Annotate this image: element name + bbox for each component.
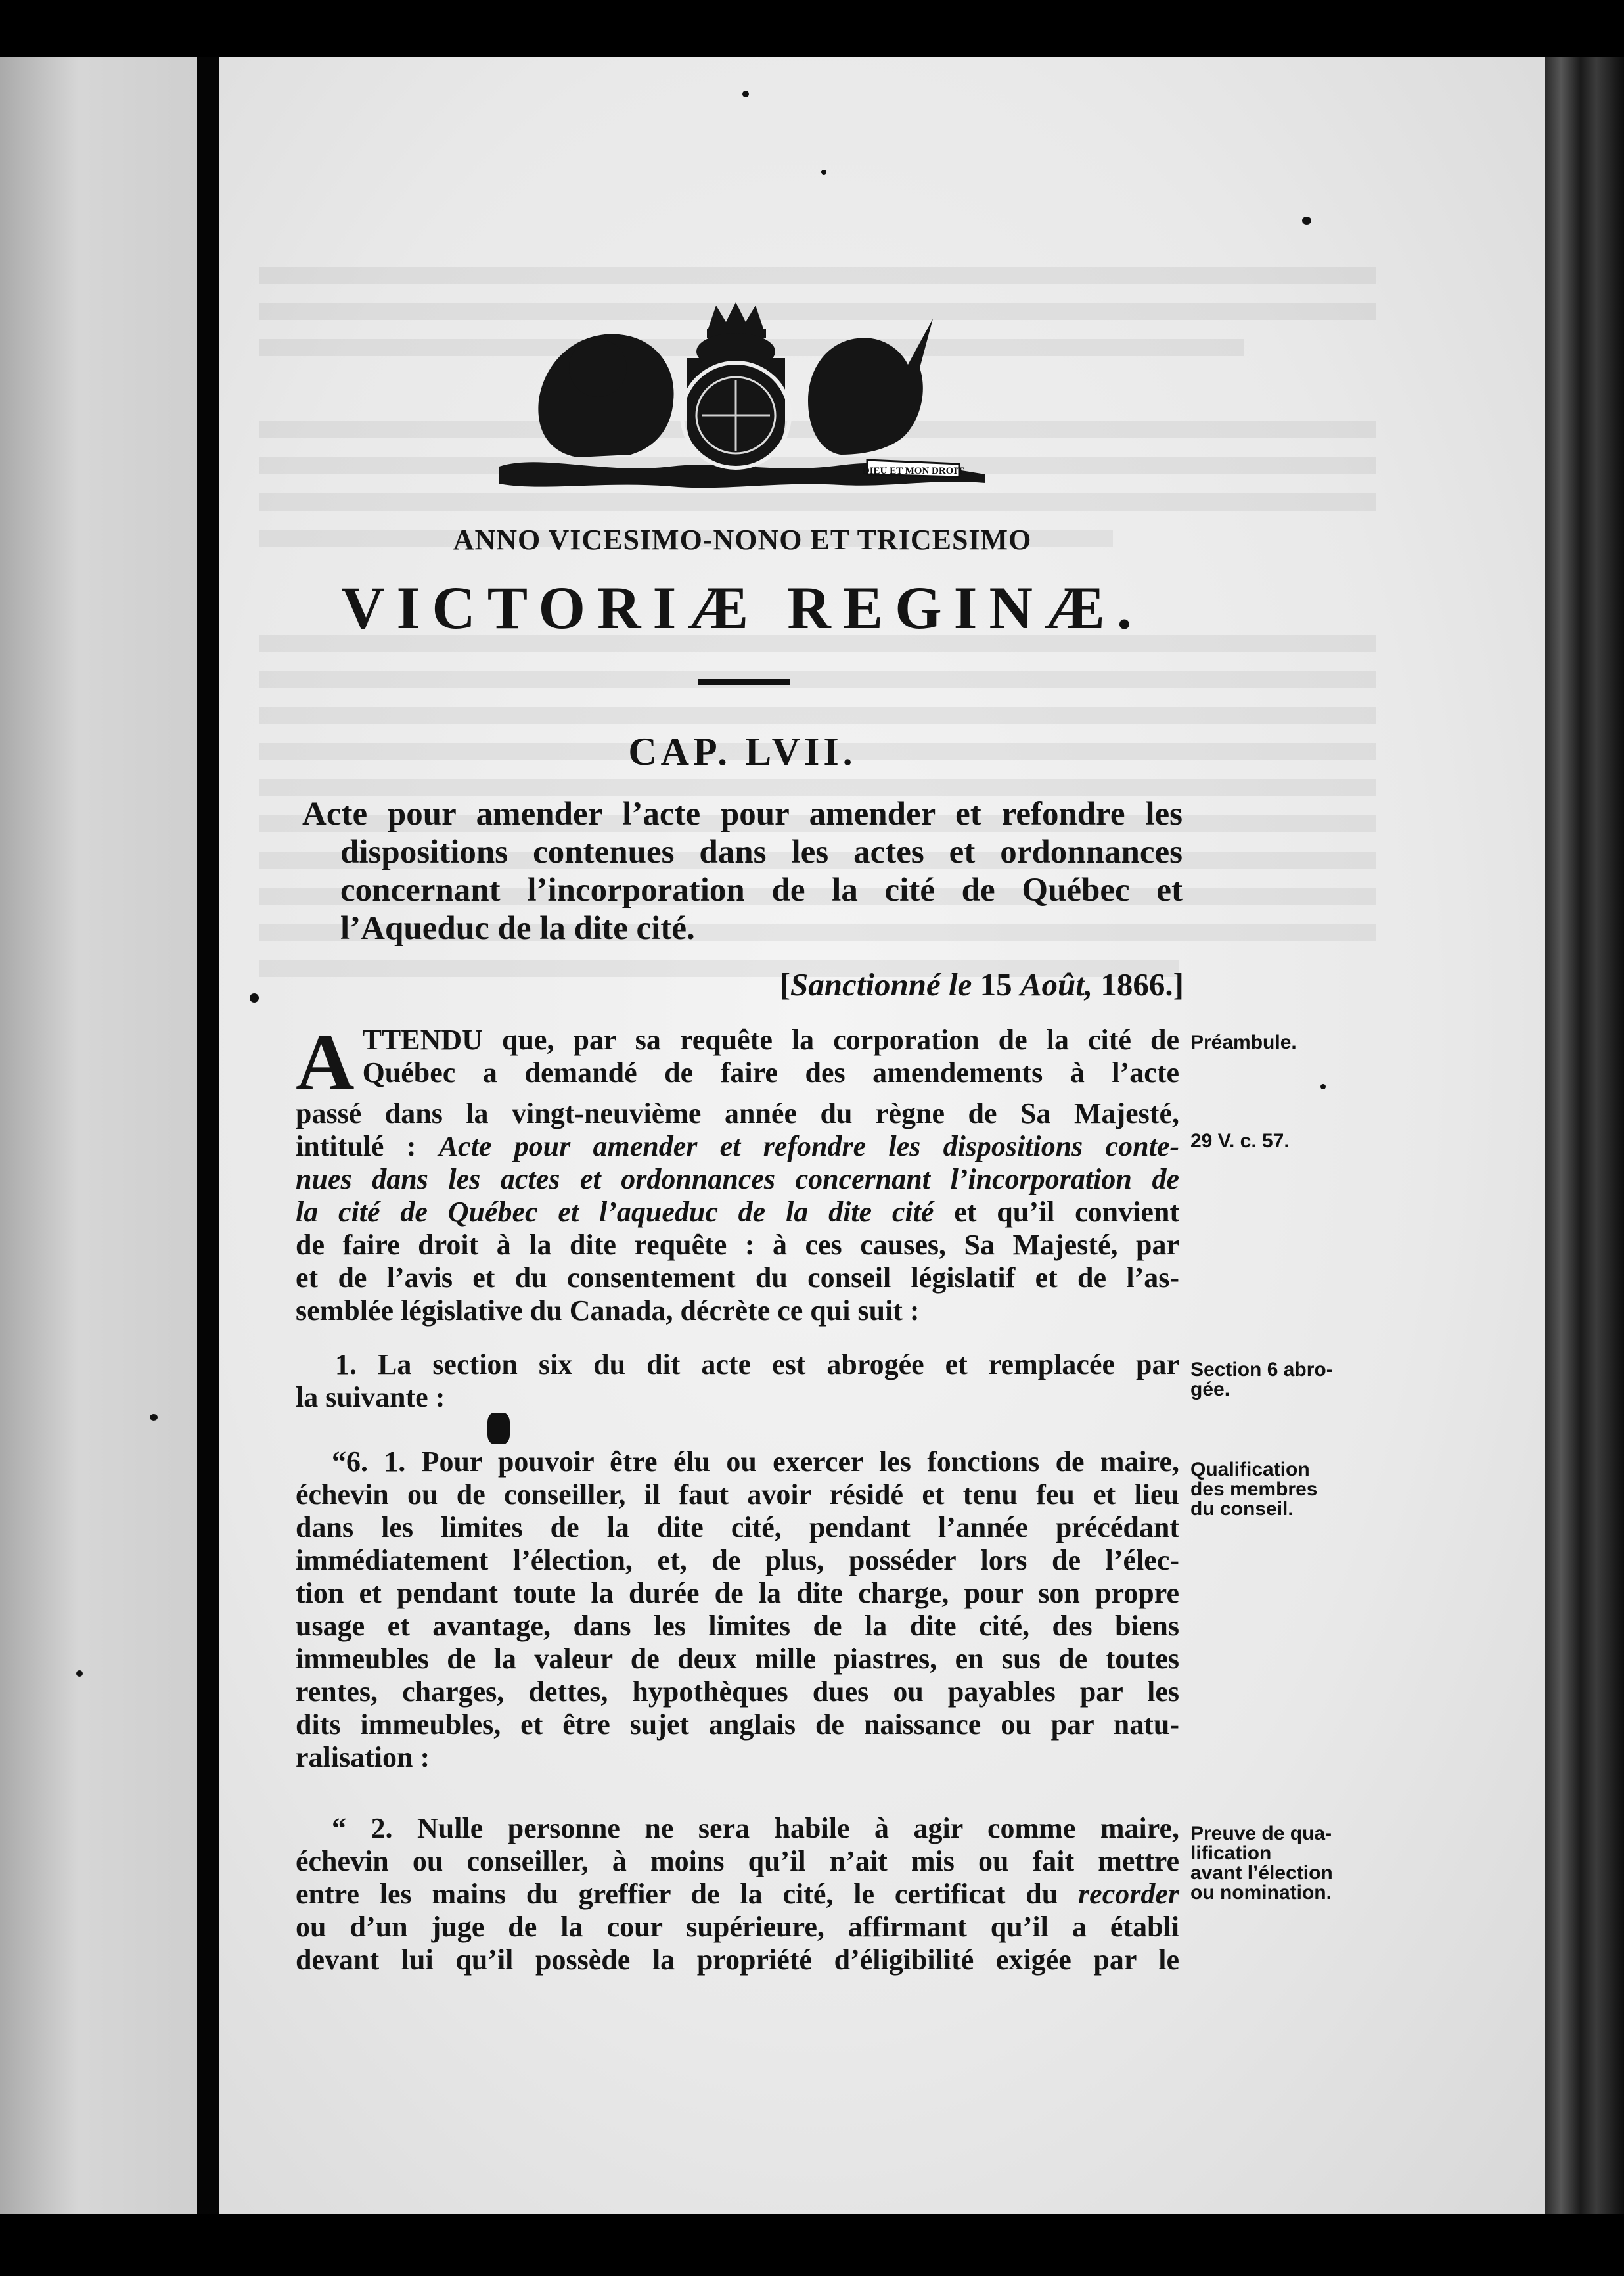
scan-bottom-border bbox=[0, 2214, 1624, 2276]
section-6-1-paragraph bbox=[296, 1478, 1179, 1774]
margin-note-line: Preuve de qua- bbox=[1190, 1823, 1332, 1844]
section-line: 1. La section six du dit acte est abrogée et remplacée par bbox=[335, 1348, 1179, 1380]
section-line bbox=[296, 1878, 1179, 1911]
preamble-line: TTENDU que, par sa requête la corporation de la cité de bbox=[362, 1024, 1179, 1056]
margin-note-line: Section 6 abro- bbox=[1190, 1359, 1333, 1380]
margin-note-line: des membres bbox=[1190, 1478, 1318, 1500]
preamble-text: et qu’il convient bbox=[954, 1196, 1180, 1228]
preamble-line bbox=[296, 1130, 1179, 1163]
margin-note-proof bbox=[1190, 1824, 1355, 1903]
ink-blot bbox=[487, 1413, 510, 1444]
sanction-day: 15 bbox=[972, 967, 1020, 1003]
title-rule bbox=[698, 679, 790, 685]
section-line: immeubles de la valeur de deux mille piastres, en sus de toutes bbox=[296, 1643, 1179, 1675]
section-line: la suivante : bbox=[296, 1381, 445, 1413]
show-through-line bbox=[259, 707, 1376, 724]
preamble-line: passé dans la vingt-neuvième année du règne de Sa Majesté, bbox=[296, 1097, 1179, 1129]
dust-speck bbox=[1302, 217, 1311, 225]
preamble-line: de faire droit à la dite requête : à ces causes, Sa Majesté, par bbox=[296, 1229, 1179, 1261]
show-through-line bbox=[259, 779, 1376, 796]
sanction-year: 1866.] bbox=[1093, 967, 1184, 1003]
act-title bbox=[302, 795, 1183, 947]
section-line: rentes, charges, dettes, hypothèques dues ou payables par les bbox=[296, 1675, 1179, 1708]
preamble-line: et de l’avis et du consentement du conseil législatif et de l’as- bbox=[296, 1262, 1179, 1294]
section-line: ou d’un juge de la cour supérieure, affirmant qu’il a établi bbox=[296, 1911, 1179, 1943]
drop-cap: A bbox=[296, 1017, 355, 1107]
show-through-line bbox=[259, 267, 1376, 284]
sanction-bracket: [ bbox=[779, 967, 791, 1003]
section-line: ralisation : bbox=[296, 1741, 430, 1773]
sanction-date bbox=[716, 966, 1184, 1003]
act-citation: la cité de Québec et l’aqueduc de la dite cité bbox=[296, 1196, 934, 1228]
margin-note-line: du conseil. bbox=[1190, 1498, 1294, 1520]
preamble-paragraph bbox=[296, 1017, 1180, 1327]
margin-note-line: avant l’élection bbox=[1190, 1862, 1333, 1884]
section-6-1-first-line bbox=[296, 1445, 1179, 1478]
preamble-line: nues dans les actes et ordonnances concernant l’incorporation de bbox=[296, 1163, 1179, 1195]
margin-note-preamble: Préambule. bbox=[1190, 1032, 1297, 1053]
section-line: tion et pendant toute la durée de la dite charge, pour son propre bbox=[296, 1577, 1179, 1609]
preamble-line: semblée législative du Canada, décrète ce qui suit : bbox=[296, 1294, 920, 1327]
dust-speck bbox=[742, 91, 749, 97]
sanction-label: Sanctionné le bbox=[790, 967, 972, 1003]
act-citation: Acte pour amender et refondre les dispositions conte- bbox=[438, 1130, 1179, 1162]
section-line: échevin ou de conseiller, il faut avoir résidé et tenu feu et lieu bbox=[296, 1478, 1179, 1511]
show-through-line bbox=[259, 671, 1376, 688]
margin-note-reference: 29 V. c. 57. bbox=[1190, 1130, 1290, 1152]
dust-speck bbox=[1320, 1084, 1326, 1089]
section-text-italic: recorder bbox=[1078, 1878, 1180, 1910]
chapter-heading: CAP. LVII. bbox=[628, 730, 857, 773]
section-line: “ 2. Nulle personne ne sera habile à agir comme maire, bbox=[332, 1812, 1179, 1844]
act-title-line: Acte pour amender l’acte pour amender et refondre les bbox=[302, 796, 1183, 832]
preamble-line bbox=[296, 1196, 1179, 1229]
margin-note-qualification bbox=[1190, 1460, 1355, 1519]
scan-top-border bbox=[0, 0, 1624, 57]
book-gutter bbox=[197, 57, 219, 2216]
anno-heading: ANNO VICESIMO-NONO ET TRICESIMO bbox=[453, 524, 1032, 556]
facing-page-edge bbox=[0, 57, 197, 2216]
section-line: “6. 1. Pour pouvoir être élu ou exercer les fonctions de maire, bbox=[332, 1445, 1179, 1478]
margin-note-line: ou nomination. bbox=[1190, 1882, 1332, 1903]
section-6-2-first-line bbox=[296, 1812, 1179, 1845]
page-title: VICTORIÆ REGINÆ. bbox=[341, 574, 1144, 641]
section-line: devant lui qu’il possède la propriété d’éligibilité exigée par le bbox=[296, 1944, 1179, 1976]
dust-speck bbox=[76, 1670, 83, 1677]
section-text: entre les mains du greffier de la cité, le certificat du bbox=[296, 1878, 1058, 1910]
sanction-month: Août, bbox=[1020, 967, 1093, 1003]
section-1-continuation bbox=[296, 1381, 1179, 1414]
section-line: dans les limites de la dite cité, pendant l’année précédant bbox=[296, 1511, 1179, 1543]
margin-note-section-6 bbox=[1190, 1360, 1355, 1400]
dust-speck bbox=[821, 170, 826, 175]
act-title-line: concernant l’incorporation de la cité de Québec et bbox=[340, 872, 1183, 909]
section-1-paragraph bbox=[296, 1348, 1179, 1381]
section-6-2-paragraph bbox=[296, 1845, 1179, 1976]
margin-note-line: Qualification bbox=[1190, 1459, 1310, 1480]
section-line: immédiatement l’élection, et, de plus, posséder lors de l’élec- bbox=[296, 1544, 1179, 1576]
preamble-line: Québec a demandé de faire des amendements à l’acte bbox=[362, 1057, 1179, 1089]
dust-speck bbox=[150, 1414, 158, 1421]
royal-coat-of-arms-icon bbox=[499, 302, 985, 493]
section-line: usage et avantage, dans les limites de la dite cité, des biens bbox=[296, 1610, 1179, 1642]
crest-motto: DIEU ET MON DROIT bbox=[862, 466, 964, 476]
margin-note-line: lification bbox=[1190, 1842, 1272, 1864]
show-through-line bbox=[259, 493, 1376, 511]
dust-speck bbox=[250, 993, 259, 1003]
section-line: dits immeubles, et être sujet anglais de naissance ou par natu- bbox=[296, 1708, 1179, 1741]
page-stack-edge bbox=[1545, 57, 1624, 2216]
preamble-text: intitulé : bbox=[296, 1130, 417, 1162]
act-title-line: l’Aqueduc de la dite cité. bbox=[340, 910, 695, 947]
section-line: échevin ou conseiller, à moins qu’il n’ait mis ou fait mettre bbox=[296, 1845, 1179, 1877]
act-title-line: dispositions contenues dans les actes et ordonnances bbox=[340, 834, 1183, 871]
margin-note-line: gée. bbox=[1190, 1378, 1230, 1400]
